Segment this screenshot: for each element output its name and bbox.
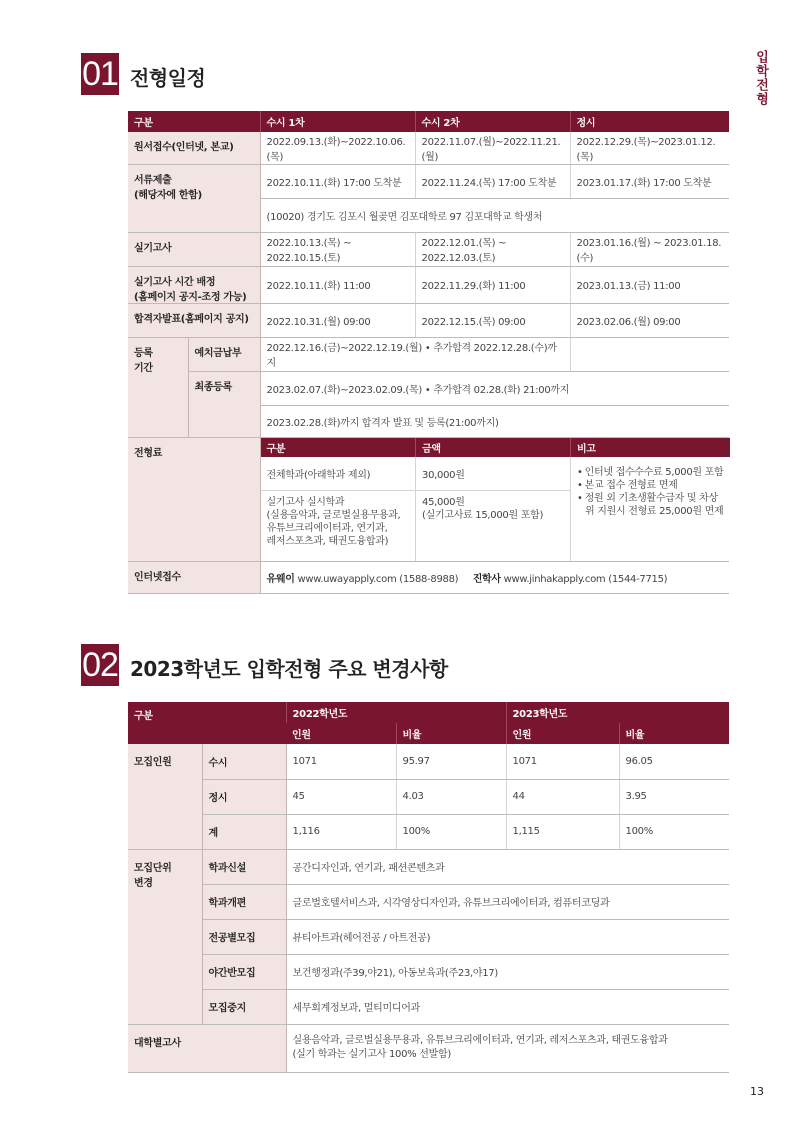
changes-header-2022: 2022학년도 [286, 702, 506, 723]
row-label: 서류제출 (해당자에 한함) [128, 164, 260, 232]
recruit-label: 모집인원 [128, 744, 202, 849]
cell: 4.03 [396, 779, 506, 814]
recruit-row [128, 814, 729, 849]
schedule-header-susi2: 수시 2차 [415, 111, 570, 132]
schedule-row-final [128, 371, 729, 405]
row-label: 원서접수(인터넷, 본교) [128, 132, 260, 164]
final-text: 2023.02.07.(화)~2023.02.09.(목) • 추가합격 02.28.(화) 21:00까지 [260, 371, 729, 405]
fee-note: • 본교 접수 전형료 면제 [577, 479, 724, 492]
cell: 2023.01.17.(화) 17:00 도착분 [570, 164, 729, 198]
cell: 1071 [506, 744, 619, 779]
exam-row [128, 1024, 729, 1072]
cell: 2023.01.13.(금) 11:00 [570, 266, 729, 303]
schedule-header-gubun: 구분 [128, 111, 260, 132]
unit-row [128, 884, 729, 919]
section1-number: 01 [82, 55, 118, 93]
changes-table [128, 702, 729, 1073]
cell: 1,115 [506, 814, 619, 849]
unit-row [128, 849, 729, 884]
schedule-row-result [128, 303, 729, 337]
schedule-row-docs [128, 164, 729, 198]
unit-row [128, 919, 729, 954]
schedule-row-exam [128, 232, 729, 266]
unit-text: 뷰티아트과(헤어전공 / 아트전공) [286, 919, 729, 954]
cell: 2022.10.31.(월) 09:00 [260, 303, 415, 337]
unit-name: 야간반모집 [202, 954, 286, 989]
recruit-row [128, 744, 729, 779]
unit-label: 모집단위 변경 [128, 849, 202, 1024]
cell: 2022.09.13.(화)~2022.10.06.(목) [260, 132, 415, 164]
cell: 1071 [286, 744, 396, 779]
section2-title: 2023학년도 입학전형 주요 변경사항 [130, 657, 448, 681]
unit-name: 전공별모집 [202, 919, 286, 954]
fee-amount-2: 45,000원 (실기고사료 15,000원 포함) [416, 491, 571, 561]
cell: 2022.12.01.(목) ~ 2022.12.03.(토) [415, 232, 570, 266]
exam-text: 실용음악과, 글로벌실용무용과, 유튜브크리에이터과, 연기과, 레저스포츠과, 태권도융합과 (실기 학과는 실기고사 100% 선발함) [286, 1024, 729, 1072]
cell: 45 [286, 779, 396, 814]
online-label: 인터넷접수 [128, 561, 260, 593]
unit-row [128, 954, 729, 989]
changes-header-gubun: 구분 [128, 702, 286, 744]
fee-header-type: 구분 [261, 438, 416, 457]
cell: 44 [506, 779, 619, 814]
cell: 1,116 [286, 814, 396, 849]
cell: 2023.01.16.(월) ~ 2023.01.18.(수) [570, 232, 729, 266]
cell: 3.95 [619, 779, 729, 814]
fee-type-1: 전체학과(아래학과 제외) [261, 457, 416, 491]
fee-header-amount: 금액 [416, 438, 571, 457]
unit-row [128, 989, 729, 1024]
fee-note: • 인터넷 접수수수료 5,000원 포함 [577, 466, 724, 479]
page-number: 13 [750, 1085, 764, 1098]
changes-subheader: 비율 [396, 723, 506, 744]
cell: 2022.10.11.(화) 11:00 [260, 266, 415, 303]
section2-number: 02 [82, 646, 118, 684]
final-extra: 2023.02.28.(화)까지 합격자 발표 및 등록(21:00까지) [260, 405, 729, 437]
cell: 95.97 [396, 744, 506, 779]
schedule-row-apply [128, 132, 729, 164]
recruit-name: 정시 [202, 779, 286, 814]
fee-table [261, 438, 730, 561]
cell: 2022.12.29.(목)~2023.01.12.(목) [570, 132, 729, 164]
section1-title: 전형일정 [130, 66, 206, 90]
unit-text: 글로벌호텔서비스과, 시각영상디자인과, 유튜브크리에이터과, 컴퓨터코딩과 [286, 884, 729, 919]
cell: 96.05 [619, 744, 729, 779]
row-label: 합격자발표(홈페이지 공지) [128, 303, 260, 337]
side-tab: 입학전형 [753, 50, 768, 106]
schedule-row-fee [128, 437, 729, 561]
changes-subheader: 인원 [506, 723, 619, 744]
cell: 100% [619, 814, 729, 849]
cell: 2022.11.24.(목) 17:00 도착분 [415, 164, 570, 198]
fee-note: • 정원 외 기초생활수급자 및 차상위 지원시 전형료 25,000원 면제 [577, 492, 724, 518]
exam-label: 대학별고사 [128, 1024, 286, 1072]
reg-label: 등록 기간 [128, 337, 188, 437]
unit-name: 학과개편 [202, 884, 286, 919]
online-b-url[interactable]: www.jinhakapply.com (1544-7715) [503, 573, 668, 585]
fee-amount-1: 30,000원 [416, 457, 571, 491]
fee-notes [577, 466, 724, 518]
unit-text: 보건행정과(주39,야21), 아동보육과(주23,야17) [286, 954, 729, 989]
schedule-table [128, 111, 729, 594]
schedule-row-exam-time [128, 266, 729, 303]
schedule-header-jeongsi: 정시 [570, 111, 729, 132]
unit-text: 세무회계정보과, 멀티미디어과 [286, 989, 729, 1024]
changes-subheader: 인원 [286, 723, 396, 744]
final-label: 최종등록 [188, 371, 260, 437]
recruit-row [128, 779, 729, 814]
changes-subheader: 비율 [619, 723, 729, 744]
fee-header-note: 비고 [571, 438, 730, 457]
fee-label: 전형료 [128, 437, 260, 561]
unit-name: 학과신설 [202, 849, 286, 884]
deposit-label: 예치금납부 [188, 337, 260, 371]
schedule-row-deposit [128, 337, 729, 371]
unit-text: 공간디자인과, 연기과, 패션콘텐츠과 [286, 849, 729, 884]
cell: 2023.02.06.(월) 09:00 [570, 303, 729, 337]
deposit-text: 2022.12.16.(금)~2022.12.19.(월) • 추가합격 2022.12.28.(수)까지 [260, 337, 570, 371]
recruit-name: 계 [202, 814, 286, 849]
cell: 100% [396, 814, 506, 849]
cell: 2022.11.29.(화) 11:00 [415, 266, 570, 303]
schedule-header-susi1: 수시 1차 [260, 111, 415, 132]
cell: 2022.10.11.(화) 17:00 도착분 [260, 164, 415, 198]
docs-address: (10020) 경기도 김포시 월곶면 김포대학로 97 김포대학교 학생처 [260, 198, 729, 232]
recruit-name: 수시 [202, 744, 286, 779]
cell: 2022.11.07.(월)~2022.11.21.(월) [415, 132, 570, 164]
online-a-url[interactable]: www.uwayapply.com (1588-8988) [297, 573, 459, 585]
online-a-name: 유웨이 [266, 573, 295, 585]
unit-name: 모집중지 [202, 989, 286, 1024]
changes-header-2023: 2023학년도 [506, 702, 729, 723]
row-label: 실기고사 [128, 232, 260, 266]
cell: 2022.10.13.(목) ~ 2022.10.15.(토) [260, 232, 415, 266]
online-b-name: 진학사 [472, 573, 501, 585]
schedule-row-online [128, 561, 729, 593]
cell: 2022.12.15.(목) 09:00 [415, 303, 570, 337]
row-label: 실기고사 시간 배정 (홈페이지 공지-조정 가능) [128, 266, 260, 303]
fee-type-2: 실기고사 실시학과 (실용음악과, 글로벌실용무용과, 유튜브크리에이터과, 연기과, 레저스포츠과, 태권도융합과) [266, 497, 401, 547]
